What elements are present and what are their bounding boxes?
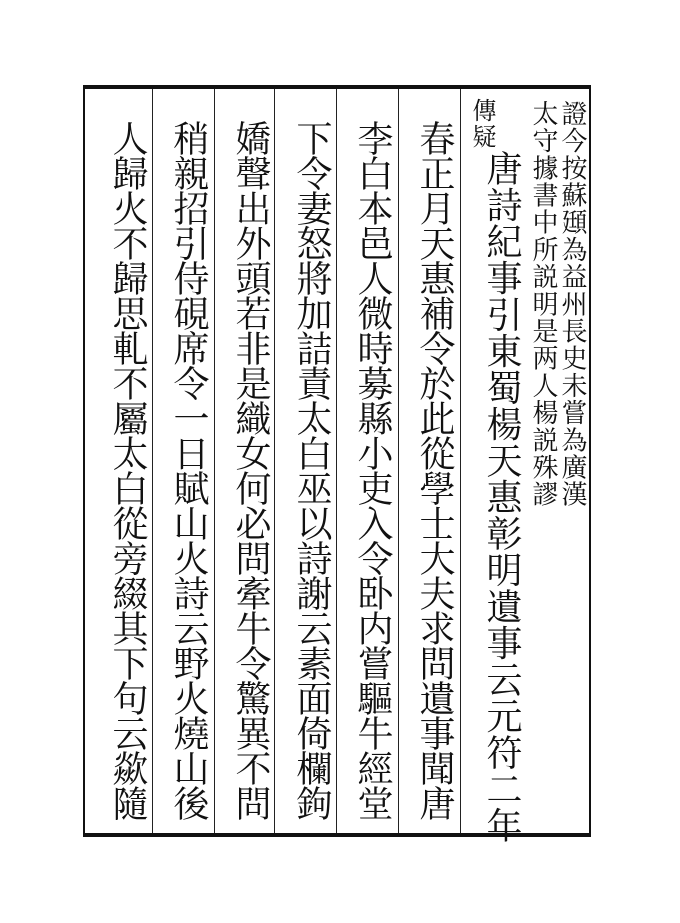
- column-rule: [336, 89, 337, 833]
- text-column-6: 下令妻怒將加詰責太白巫以詩謝云素面倚欄鉤: [291, 120, 332, 820]
- text-column-3-lead: 傳疑: [468, 98, 496, 150]
- text-column-4: 春正月天惠補令於此從學士大夫求問遺事聞唐: [414, 120, 455, 820]
- text-column-2: 太守據書中所説明是两人楊説殊謬: [528, 100, 558, 508]
- text-column-8: 稍親招引侍硯席令一日賦山火詩云野火燒山後: [168, 120, 209, 820]
- text-column-1: 證今按蘇頲為益州長史未嘗為廣漢: [557, 100, 587, 508]
- text-column-3: 唐詩紀事引東蜀楊天惠彰明遺事云元符二年: [481, 150, 522, 844]
- text-column-7: 嬌聲出外頭若非是織女何必問牽牛令驚異不問: [230, 120, 271, 820]
- text-column-5: 李白本邑人微時募縣小吏入令卧内嘗驅牛經堂: [352, 120, 393, 820]
- column-rule: [460, 89, 461, 833]
- column-rule: [398, 89, 399, 833]
- column-rule: [152, 89, 153, 833]
- column-rule: [274, 89, 275, 833]
- text-column-9: 人歸火不歸思軋不屬太白從旁綴其下句云歘隨: [107, 120, 148, 820]
- column-rule: [214, 89, 215, 833]
